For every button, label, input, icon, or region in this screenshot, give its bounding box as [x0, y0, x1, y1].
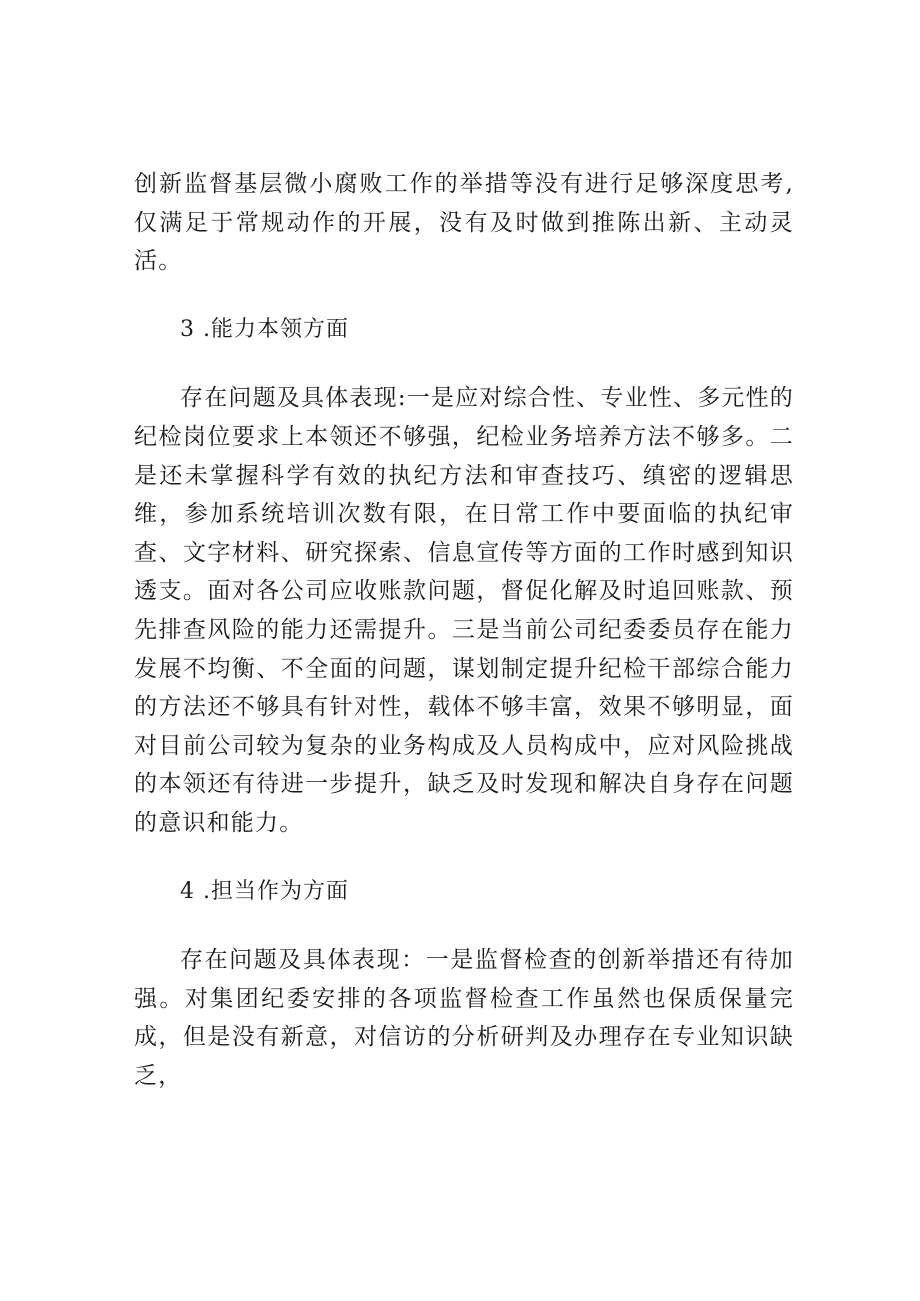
- paragraph-responsibility: 存在问题及具体表现：一是监督检查的创新举措还有待加强。对集团纪委安排的各项监督检查工作虽然也保质保量完成，但是没有新意，对信访的分析研判及办理存在专业知识缺乏，: [134, 947, 794, 1089]
- document-body: [134, 165, 794, 1095]
- paragraph-continuation: 创新监督基层微小腐败工作的举措等没有进行足够深度思考,仅满足于常规动作的开展，没有及时做到推陈出新、主动灵活。: [134, 171, 794, 275]
- section-heading-4: 4 .担当作为方面: [180, 878, 349, 904]
- paragraph-ability: 存在问题及具体表现:一是应对综合性、专业性、多元性的纪检岗位要求上本领还不够强，纪检业务培养方法不够多。二是还未掌握科学有效的执纪方法和审查技巧、缜密的逻辑思维，参加系统培训次数有限，在日常工作中要面临的执纪审查、文字材料、研究探索、信息宣传等方面的工作时感到知识透支。面对各公司应收账款问题，督促化解及时追回账款、预先排查风险的能力还需提升。三是当前公司纪委委员存在能力发展不均衡、不全面的问题，谋划制定提升纪检干部综合能力的方法还不够具有针对性，载体不够丰富，效果不够明显，面对目前公司较为复杂的业务构成及人员构成中，应对风险挑战的本领还有待进一步提升，缺乏及时发现和解决自身存在问题的意识和能力。: [134, 385, 794, 836]
- section-heading-3: 3 .能力本领方面: [180, 316, 349, 342]
